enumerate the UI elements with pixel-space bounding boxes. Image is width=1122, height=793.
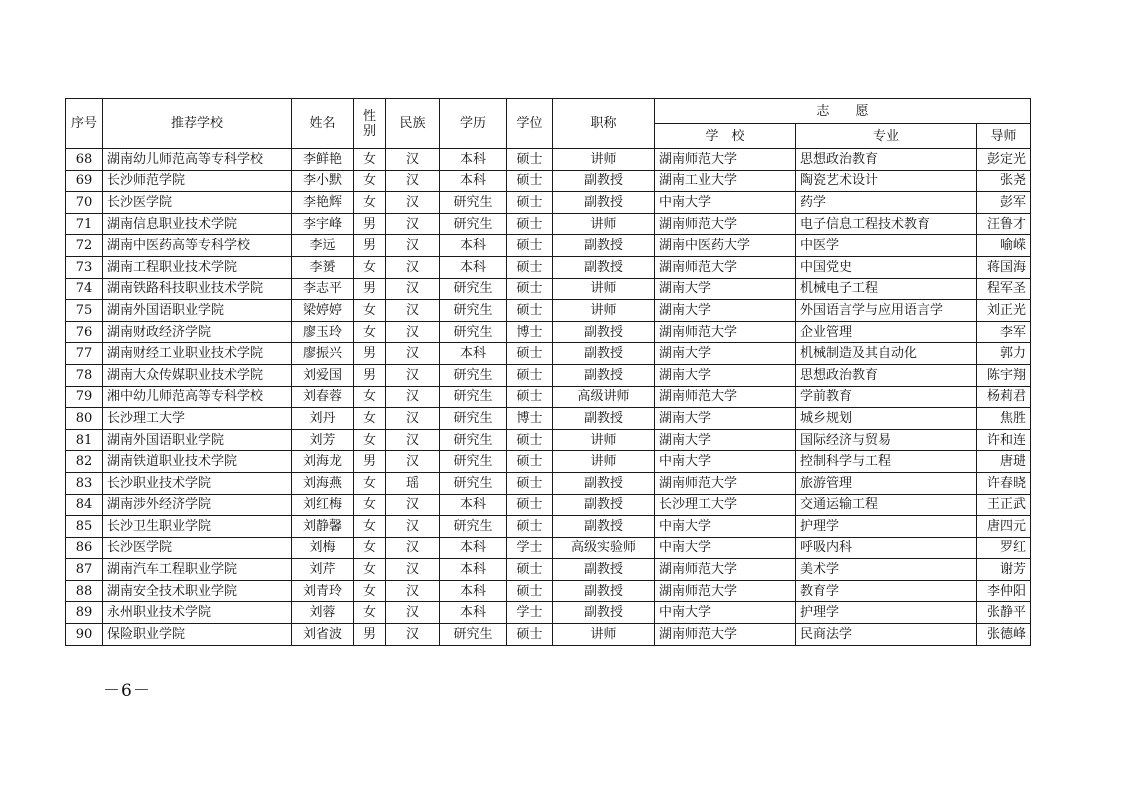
header-wish-school: 学 校: [655, 124, 796, 149]
cell-school: 湖南汽车工程职业学院: [103, 559, 292, 581]
cell-education: 研究生: [440, 364, 507, 386]
cell-title: 讲师: [553, 149, 655, 171]
cell-title: 讲师: [553, 451, 655, 473]
cell-wish-school: 中南大学: [655, 537, 796, 559]
cell-name: 李赟: [292, 256, 354, 278]
cell-ethnicity: 汉: [386, 602, 440, 624]
cell-school: 湘中幼儿师范高等专科学校: [103, 386, 292, 408]
table-row: [66, 170, 1031, 192]
table-header: [66, 99, 1031, 149]
cell-major: 思想政治教育: [796, 364, 977, 386]
cell-mentor: 喻嵘: [977, 235, 1031, 257]
cell-seq: 80: [66, 408, 103, 430]
cell-seq: 90: [66, 624, 103, 646]
cell-wish-school: 湖南大学: [655, 364, 796, 386]
cell-mentor: 郭力: [977, 343, 1031, 365]
cell-ethnicity: 汉: [386, 321, 440, 343]
cell-education: 本科: [440, 343, 507, 365]
cell-education: 研究生: [440, 386, 507, 408]
cell-name: 刘青玲: [292, 580, 354, 602]
cell-ethnicity: 汉: [386, 537, 440, 559]
table-row: [66, 602, 1031, 624]
cell-title: 讲师: [553, 213, 655, 235]
cell-ethnicity: 汉: [386, 235, 440, 257]
cell-education: 研究生: [440, 192, 507, 214]
cell-gender: 男: [354, 213, 386, 235]
cell-major: 外国语言学与应用语言学: [796, 300, 977, 322]
cell-wish-school: 湖南中医药大学: [655, 235, 796, 257]
cell-education: 研究生: [440, 624, 507, 646]
cell-seq: 84: [66, 494, 103, 516]
cell-wish-school: 湖南师范大学: [655, 213, 796, 235]
table-row: [66, 429, 1031, 451]
cell-gender: 男: [354, 278, 386, 300]
cell-degree: 学士: [507, 602, 553, 624]
cell-school: 湖南外国语职业学院: [103, 300, 292, 322]
cell-gender: 女: [354, 300, 386, 322]
table-body: [66, 149, 1031, 646]
cell-mentor: 谢芳: [977, 559, 1031, 581]
table-row: [66, 580, 1031, 602]
cell-seq: 69: [66, 170, 103, 192]
cell-ethnicity: 汉: [386, 213, 440, 235]
cell-gender: 女: [354, 149, 386, 171]
table-row: [66, 256, 1031, 278]
cell-seq: 81: [66, 429, 103, 451]
cell-wish-school: 湖南师范大学: [655, 472, 796, 494]
cell-major: 陶瓷艺术设计: [796, 170, 977, 192]
cell-ethnicity: 汉: [386, 451, 440, 473]
cell-major: 学前教育: [796, 386, 977, 408]
cell-ethnicity: 汉: [386, 624, 440, 646]
cell-school: 湖南涉外经济学院: [103, 494, 292, 516]
cell-name: 廖振兴: [292, 343, 354, 365]
cell-wish-school: 湖南大学: [655, 429, 796, 451]
cell-major: 美术学: [796, 559, 977, 581]
cell-education: 本科: [440, 494, 507, 516]
cell-mentor: 杨莉君: [977, 386, 1031, 408]
cell-wish-school: 湖南师范大学: [655, 624, 796, 646]
cell-school: 湖南外国语职业学院: [103, 429, 292, 451]
cell-major: 旅游管理: [796, 472, 977, 494]
cell-ethnicity: 汉: [386, 559, 440, 581]
cell-mentor: 张静平: [977, 602, 1031, 624]
cell-major: 控制科学与工程: [796, 451, 977, 473]
cell-degree: 硕士: [507, 494, 553, 516]
cell-name: 刘静馨: [292, 516, 354, 538]
table-row: [66, 192, 1031, 214]
header-gender: 性别: [354, 99, 386, 149]
cell-ethnicity: 汉: [386, 408, 440, 430]
cell-ethnicity: 汉: [386, 386, 440, 408]
cell-school: 长沙师范学院: [103, 170, 292, 192]
cell-name: 刘爱国: [292, 364, 354, 386]
cell-ethnicity: 汉: [386, 516, 440, 538]
table-row: [66, 472, 1031, 494]
cell-education: 本科: [440, 559, 507, 581]
cell-education: 本科: [440, 235, 507, 257]
cell-mentor: 王正武: [977, 494, 1031, 516]
cell-seq: 79: [66, 386, 103, 408]
page-number: －6－: [103, 681, 151, 701]
cell-education: 研究生: [440, 408, 507, 430]
cell-school: 湖南安全技术职业学院: [103, 580, 292, 602]
cell-degree: 硕士: [507, 559, 553, 581]
table-row: [66, 408, 1031, 430]
cell-degree: 硕士: [507, 516, 553, 538]
header-seq: 序号: [66, 99, 103, 149]
table-row: [66, 300, 1031, 322]
cell-mentor: 彭军: [977, 192, 1031, 214]
cell-school: 湖南工程职业技术学院: [103, 256, 292, 278]
cell-education: 本科: [440, 537, 507, 559]
cell-ethnicity: 汉: [386, 364, 440, 386]
cell-education: 研究生: [440, 321, 507, 343]
cell-name: 刘蓉: [292, 602, 354, 624]
cell-title: 副教授: [553, 408, 655, 430]
cell-degree: 硕士: [507, 235, 553, 257]
cell-name: 刘红梅: [292, 494, 354, 516]
cell-school: 湖南财经工业职业技术学院: [103, 343, 292, 365]
cell-degree: 硕士: [507, 472, 553, 494]
cell-mentor: 许春晓: [977, 472, 1031, 494]
cell-gender: 女: [354, 580, 386, 602]
cell-seq: 86: [66, 537, 103, 559]
cell-gender: 男: [354, 235, 386, 257]
cell-title: 副教授: [553, 516, 655, 538]
cell-title: 副教授: [553, 559, 655, 581]
cell-mentor: 刘正光: [977, 300, 1031, 322]
cell-education: 本科: [440, 256, 507, 278]
cell-wish-school: 湖南大学: [655, 300, 796, 322]
cell-name: 刘省波: [292, 624, 354, 646]
cell-degree: 硕士: [507, 170, 553, 192]
cell-gender: 女: [354, 516, 386, 538]
cell-seq: 72: [66, 235, 103, 257]
cell-name: 李远: [292, 235, 354, 257]
cell-degree: 硕士: [507, 300, 553, 322]
cell-gender: 男: [354, 343, 386, 365]
cell-major: 民商法学: [796, 624, 977, 646]
cell-gender: 女: [354, 256, 386, 278]
cell-seq: 83: [66, 472, 103, 494]
cell-title: 副教授: [553, 472, 655, 494]
cell-major: 城乡规划: [796, 408, 977, 430]
cell-title: 副教授: [553, 235, 655, 257]
cell-major: 药学: [796, 192, 977, 214]
header-mentor: 导师: [977, 124, 1031, 149]
cell-wish-school: 湖南师范大学: [655, 321, 796, 343]
table-row: [66, 516, 1031, 538]
cell-major: 机械制造及其自动化: [796, 343, 977, 365]
cell-wish-school: 湖南师范大学: [655, 256, 796, 278]
recommendation-table: [65, 98, 1031, 646]
cell-ethnicity: 汉: [386, 429, 440, 451]
cell-school: 湖南大众传媒职业技术学院: [103, 364, 292, 386]
cell-education: 本科: [440, 149, 507, 171]
cell-major: 护理学: [796, 602, 977, 624]
cell-name: 李宇峰: [292, 213, 354, 235]
cell-gender: 女: [354, 494, 386, 516]
cell-major: 交通运输工程: [796, 494, 977, 516]
cell-seq: 82: [66, 451, 103, 473]
cell-wish-school: 中南大学: [655, 516, 796, 538]
cell-school: 湖南幼儿师范高等专科学校: [103, 149, 292, 171]
table-row: [66, 321, 1031, 343]
cell-seq: 75: [66, 300, 103, 322]
cell-school: 永州职业技术学院: [103, 602, 292, 624]
cell-seq: 78: [66, 364, 103, 386]
cell-major: 思想政治教育: [796, 149, 977, 171]
cell-major: 中医学: [796, 235, 977, 257]
cell-mentor: 李军: [977, 321, 1031, 343]
cell-mentor: 张尧: [977, 170, 1031, 192]
cell-mentor: 焦胜: [977, 408, 1031, 430]
cell-gender: 女: [354, 192, 386, 214]
cell-major: 护理学: [796, 516, 977, 538]
cell-wish-school: 中南大学: [655, 602, 796, 624]
table-row: [66, 235, 1031, 257]
header-wish: 志 愿: [655, 99, 1031, 124]
cell-major: 电子信息工程技术教育: [796, 213, 977, 235]
cell-ethnicity: 汉: [386, 256, 440, 278]
header-education: 学历: [440, 99, 507, 149]
cell-seq: 88: [66, 580, 103, 602]
cell-title: 副教授: [553, 494, 655, 516]
cell-title: 副教授: [553, 321, 655, 343]
cell-wish-school: 长沙理工大学: [655, 494, 796, 516]
cell-gender: 男: [354, 624, 386, 646]
table-row: [66, 537, 1031, 559]
cell-ethnicity: 汉: [386, 343, 440, 365]
cell-school: 湖南铁路科技职业技术学院: [103, 278, 292, 300]
cell-ethnicity: 汉: [386, 278, 440, 300]
cell-degree: 硕士: [507, 149, 553, 171]
cell-mentor: 程军圣: [977, 278, 1031, 300]
cell-education: 研究生: [440, 451, 507, 473]
cell-degree: 硕士: [507, 580, 553, 602]
cell-gender: 女: [354, 559, 386, 581]
cell-education: 研究生: [440, 429, 507, 451]
cell-major: 中国党史: [796, 256, 977, 278]
cell-name: 李志平: [292, 278, 354, 300]
cell-degree: 博士: [507, 321, 553, 343]
cell-title: 副教授: [553, 170, 655, 192]
cell-ethnicity: 汉: [386, 170, 440, 192]
header-major: 专业: [796, 124, 977, 149]
cell-wish-school: 湖南师范大学: [655, 559, 796, 581]
cell-wish-school: 中南大学: [655, 451, 796, 473]
table-row: [66, 559, 1031, 581]
cell-ethnicity: 瑶: [386, 472, 440, 494]
cell-ethnicity: 汉: [386, 494, 440, 516]
cell-name: 梁婷婷: [292, 300, 354, 322]
cell-mentor: 汪鲁才: [977, 213, 1031, 235]
table-row: [66, 451, 1031, 473]
cell-education: 研究生: [440, 472, 507, 494]
cell-name: 刘海龙: [292, 451, 354, 473]
cell-education: 研究生: [440, 278, 507, 300]
cell-degree: 硕士: [507, 451, 553, 473]
cell-degree: 硕士: [507, 624, 553, 646]
cell-degree: 硕士: [507, 343, 553, 365]
cell-degree: 学士: [507, 537, 553, 559]
cell-wish-school: 中南大学: [655, 192, 796, 214]
cell-mentor: 陈宇翔: [977, 364, 1031, 386]
cell-name: 刘春蓉: [292, 386, 354, 408]
cell-name: 刘丹: [292, 408, 354, 430]
cell-mentor: 许和连: [977, 429, 1031, 451]
cell-ethnicity: 汉: [386, 580, 440, 602]
cell-mentor: 张德峰: [977, 624, 1031, 646]
cell-gender: 男: [354, 364, 386, 386]
cell-seq: 87: [66, 559, 103, 581]
cell-school: 湖南信息职业技术学院: [103, 213, 292, 235]
cell-seq: 70: [66, 192, 103, 214]
cell-school: 湖南财政经济学院: [103, 321, 292, 343]
cell-gender: 女: [354, 386, 386, 408]
cell-gender: 女: [354, 537, 386, 559]
cell-wish-school: 湖南大学: [655, 408, 796, 430]
cell-seq: 71: [66, 213, 103, 235]
cell-title: 副教授: [553, 364, 655, 386]
header-name: 姓名: [292, 99, 354, 149]
cell-major: 机械电子工程: [796, 278, 977, 300]
cell-ethnicity: 汉: [386, 300, 440, 322]
cell-ethnicity: 汉: [386, 149, 440, 171]
cell-school: 湖南中医药高等专科学校: [103, 235, 292, 257]
cell-degree: 硕士: [507, 364, 553, 386]
cell-seq: 89: [66, 602, 103, 624]
cell-wish-school: 湖南大学: [655, 278, 796, 300]
cell-mentor: 蒋国海: [977, 256, 1031, 278]
table-row: [66, 213, 1031, 235]
cell-school: 长沙医学院: [103, 537, 292, 559]
cell-mentor: 唐四元: [977, 516, 1031, 538]
cell-title: 讲师: [553, 624, 655, 646]
cell-title: 讲师: [553, 429, 655, 451]
cell-title: 副教授: [553, 580, 655, 602]
cell-mentor: 罗红: [977, 537, 1031, 559]
cell-gender: 女: [354, 408, 386, 430]
cell-name: 廖玉玲: [292, 321, 354, 343]
cell-name: 刘梅: [292, 537, 354, 559]
cell-name: 刘海燕: [292, 472, 354, 494]
table-row: [66, 343, 1031, 365]
cell-education: 研究生: [440, 213, 507, 235]
cell-mentor: 唐琎: [977, 451, 1031, 473]
cell-title: 副教授: [553, 256, 655, 278]
cell-mentor: 李仲阳: [977, 580, 1031, 602]
cell-seq: 74: [66, 278, 103, 300]
cell-wish-school: 湖南师范大学: [655, 149, 796, 171]
table-row: [66, 278, 1031, 300]
cell-title: 副教授: [553, 192, 655, 214]
cell-seq: 68: [66, 149, 103, 171]
cell-seq: 85: [66, 516, 103, 538]
cell-major: 企业管理: [796, 321, 977, 343]
cell-school: 长沙理工大学: [103, 408, 292, 430]
table-row: [66, 494, 1031, 516]
cell-degree: 硕士: [507, 192, 553, 214]
cell-name: 李鲜艳: [292, 149, 354, 171]
cell-wish-school: 湖南大学: [655, 343, 796, 365]
table-row: [66, 386, 1031, 408]
cell-wish-school: 湖南师范大学: [655, 580, 796, 602]
cell-degree: 硕士: [507, 429, 553, 451]
cell-gender: 女: [354, 472, 386, 494]
cell-major: 国际经济与贸易: [796, 429, 977, 451]
cell-gender: 女: [354, 602, 386, 624]
cell-seq: 73: [66, 256, 103, 278]
cell-school: 保险职业学院: [103, 624, 292, 646]
cell-name: 李小默: [292, 170, 354, 192]
cell-education: 研究生: [440, 516, 507, 538]
cell-wish-school: 湖南工业大学: [655, 170, 796, 192]
cell-title: 讲师: [553, 300, 655, 322]
header-title: 职称: [553, 99, 655, 149]
cell-name: 刘芳: [292, 429, 354, 451]
cell-wish-school: 湖南师范大学: [655, 386, 796, 408]
cell-seq: 77: [66, 343, 103, 365]
cell-education: 研究生: [440, 300, 507, 322]
header-degree: 学位: [507, 99, 553, 149]
cell-major: 呼吸内科: [796, 537, 977, 559]
cell-title: 高级讲师: [553, 386, 655, 408]
cell-school: 长沙职业技术学院: [103, 472, 292, 494]
cell-title: 副教授: [553, 343, 655, 365]
cell-gender: 女: [354, 429, 386, 451]
cell-name: 李艳辉: [292, 192, 354, 214]
cell-school: 长沙医学院: [103, 192, 292, 214]
cell-education: 本科: [440, 580, 507, 602]
cell-ethnicity: 汉: [386, 192, 440, 214]
cell-education: 本科: [440, 602, 507, 624]
header-ethnicity: 民族: [386, 99, 440, 149]
cell-education: 本科: [440, 170, 507, 192]
cell-title: 副教授: [553, 602, 655, 624]
cell-degree: 博士: [507, 408, 553, 430]
cell-mentor: 彭定光: [977, 149, 1031, 171]
cell-title: 高级实验师: [553, 537, 655, 559]
cell-degree: 硕士: [507, 278, 553, 300]
header-school: 推荐学校: [103, 99, 292, 149]
cell-seq: 76: [66, 321, 103, 343]
cell-title: 讲师: [553, 278, 655, 300]
table-row: [66, 624, 1031, 646]
table-row: [66, 364, 1031, 386]
cell-name: 刘芹: [292, 559, 354, 581]
cell-degree: 硕士: [507, 386, 553, 408]
cell-gender: 男: [354, 451, 386, 473]
cell-major: 教育学: [796, 580, 977, 602]
cell-school: 湖南铁道职业技术学院: [103, 451, 292, 473]
cell-gender: 女: [354, 321, 386, 343]
cell-degree: 硕士: [507, 256, 553, 278]
cell-degree: 硕士: [507, 213, 553, 235]
cell-gender: 女: [354, 170, 386, 192]
cell-school: 长沙卫生职业学院: [103, 516, 292, 538]
table-row: [66, 149, 1031, 171]
